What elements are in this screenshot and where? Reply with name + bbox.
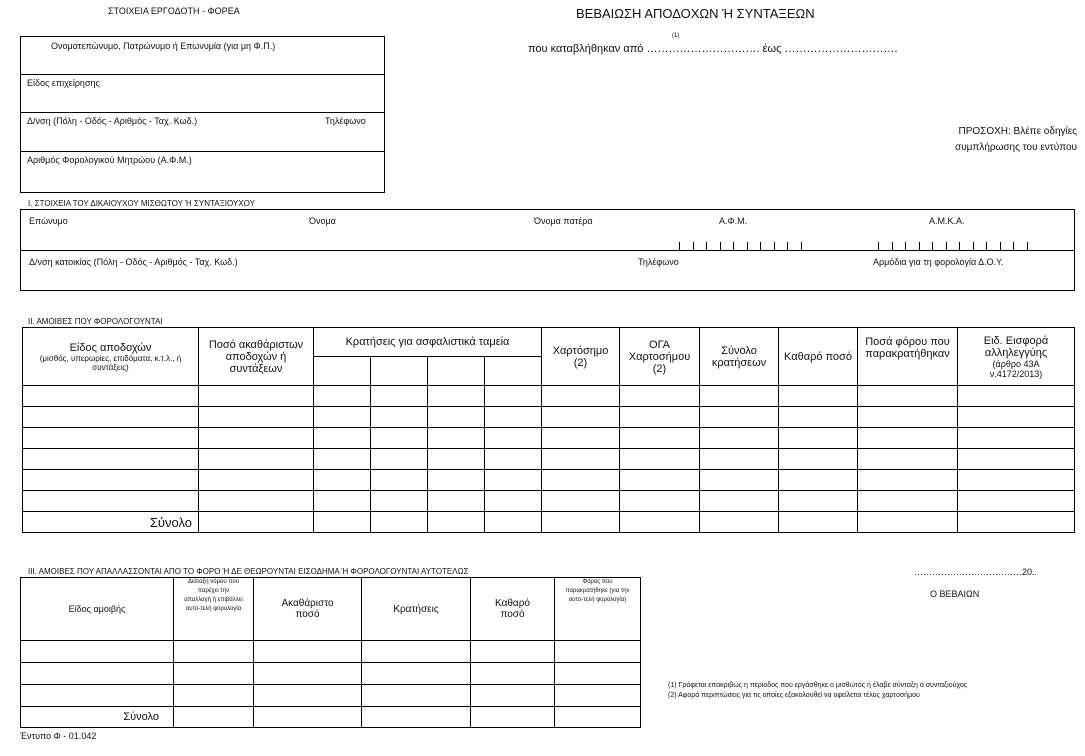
table-cell[interactable]	[314, 386, 371, 407]
home-address-label: Δ/νση κατοικίας (Πόλη - Οδός - Αριθμός - Ταχ. Κωδ.)	[29, 257, 238, 267]
digit-separator	[878, 242, 879, 250]
table-cell[interactable]	[485, 491, 542, 512]
table-cell[interactable]	[23, 470, 199, 491]
table-cell[interactable]	[371, 470, 428, 491]
table-cell[interactable]	[428, 470, 485, 491]
table-cell[interactable]	[254, 663, 362, 685]
digit-separator	[1013, 242, 1014, 250]
table-cell[interactable]	[555, 685, 641, 707]
table-cell[interactable]	[485, 407, 542, 428]
col-tax: Φόρος που παρακρατήθηκε (για την αυτο-τελή φορολογία)	[555, 578, 641, 641]
table-row	[21, 685, 641, 707]
table-cell[interactable]	[371, 407, 428, 428]
table-cell[interactable]	[620, 386, 700, 407]
col-withheld-tax: Ποσά φόρου που παρακρατήθηκαν	[858, 328, 958, 386]
table-cell[interactable]	[958, 386, 1075, 407]
afm-label: Α.Φ.Μ.	[719, 216, 748, 226]
footnote-mark: (1)	[672, 33, 680, 39]
table-cell[interactable]	[779, 386, 858, 407]
table-cell[interactable]	[858, 386, 958, 407]
section1-heading: Ι. ΣΤΟΙΧΕΙΑ ΤΟΥ ΔΙΚΑΙΟΥΧΟΥ ΜΙΣΘΩΤΟΥ Ή ΣΥΝΤΑΞΙΟΥΧΟΥ	[28, 199, 255, 208]
table-cell[interactable]	[174, 663, 254, 685]
first-name-label: Όνομα	[309, 216, 336, 226]
page-title: ΒΕΒΑΙΩΣΗ ΑΠΟΔΟΧΩΝ Ή ΣΥΝΤΑΞΕΩΝ	[576, 6, 815, 21]
table-cell[interactable]	[21, 641, 174, 663]
table-cell[interactable]	[23, 407, 199, 428]
period-line: που καταβλήθηκαν από …………………………. έως ………………………….	[528, 43, 898, 55]
table-cell[interactable]	[428, 449, 485, 470]
table-cell[interactable]	[958, 470, 1075, 491]
table-cell[interactable]	[700, 491, 779, 512]
table-cell[interactable]	[779, 491, 858, 512]
digit-separator	[801, 242, 802, 250]
amka-label: Α.Μ.Κ.Α.	[929, 216, 965, 226]
table-cell[interactable]	[362, 641, 471, 663]
table-cell[interactable]	[700, 407, 779, 428]
digit-separator	[919, 242, 920, 250]
section2-total-label: Σύνολο	[23, 512, 199, 533]
digit-separator	[905, 242, 906, 250]
digit-separator	[973, 242, 974, 250]
employer-address-label: Δ/νση (Πόλη - Οδός - Αριθμός - Ταχ. Κωδ.)	[27, 116, 198, 126]
table-cell[interactable]	[542, 386, 620, 407]
table-row	[23, 386, 1075, 407]
digit-separator	[787, 242, 788, 250]
digit-separator	[693, 242, 694, 250]
table-cell[interactable]	[958, 407, 1075, 428]
col-net: Καθαρό ποσό	[471, 578, 555, 641]
table-cell[interactable]	[314, 491, 371, 512]
table-cell[interactable]	[23, 386, 199, 407]
footnote-2: (2) Αφορά περιπτώσεις για τις οποίες εξακολουθεί να οφείλεται τέλος χαρτοσήμου	[668, 692, 920, 699]
table-cell[interactable]	[958, 449, 1075, 470]
table-row	[23, 491, 1075, 512]
table-cell[interactable]	[700, 449, 779, 470]
digit-separator	[1000, 242, 1001, 250]
surname-label: Επώνυμο	[29, 216, 68, 226]
table-cell[interactable]	[314, 407, 371, 428]
table-cell[interactable]	[858, 470, 958, 491]
section3-heading: ΙΙΙ. ΑΜΟΙΒΕΣ ΠΟΥ ΑΠΑΛΛΑΣΣΟΝΤΑΙ ΑΠΟ ΤΟ ΦΟΡΟ Ή ΔΕ ΘΕΩΡΟΥΝΤΑΙ ΕΙΣΟΔΗΜΑ Ή ΦΟΡΟΛΟΓΟΥΝΤΑΙ ΑΥΤΟΤΕΛΩΣ	[28, 567, 469, 576]
col-law-provision: Διάταξη νόμου που παρέχει την απαλλαγή ή επιβάλλει αυτο-τελή φορολογία	[174, 578, 254, 641]
table-cell[interactable]	[700, 386, 779, 407]
table-cell[interactable]	[428, 428, 485, 449]
digit-separator	[1027, 242, 1028, 250]
digit-separator	[706, 242, 707, 250]
footnote-1: (1) Γράφεται επακριβώς η περίοδος που εργάσθηκε ο μισθωτός ή έλαβε σύνταξη ο συνταξιούχος	[668, 682, 968, 689]
table-cell[interactable]	[199, 449, 314, 470]
father-name-label: Όνομα πατέρα	[534, 216, 593, 226]
table-cell[interactable]	[485, 386, 542, 407]
col-fee-type: Είδος αμοιβής	[21, 578, 174, 641]
col-income-type: Είδος αποδοχών (μισθός, υπερωρίες, επιδόματα, κ.τ.λ., ή συντάξεις)	[23, 328, 199, 386]
col-total-deductions: Σύνολο κρατήσεων	[700, 328, 779, 386]
table-cell[interactable]	[620, 449, 700, 470]
digit-separator	[747, 242, 748, 250]
table-cell[interactable]	[471, 685, 555, 707]
employer-box	[20, 36, 385, 193]
table-cell[interactable]	[199, 428, 314, 449]
col-insurance-deductions: Κρατήσεις για ασφαλιστικά ταμεία	[314, 328, 542, 357]
table-cell[interactable]	[485, 449, 542, 470]
table-cell[interactable]	[254, 641, 362, 663]
table-cell[interactable]	[174, 685, 254, 707]
notice-line-2: συμπλήρωσης του εντύπου	[955, 142, 1077, 153]
notice-line-1: ΠΡΟΣΟΧΗ: Βλέπε οδηγίες	[958, 126, 1077, 137]
table-cell[interactable]	[428, 386, 485, 407]
table-cell[interactable]	[485, 428, 542, 449]
table-cell[interactable]	[485, 470, 542, 491]
table-cell[interactable]	[362, 685, 471, 707]
business-type-label: Είδος επιχείρησης	[27, 78, 100, 88]
table-cell[interactable]	[428, 491, 485, 512]
table-cell[interactable]	[700, 428, 779, 449]
table-row	[21, 663, 641, 685]
table-cell[interactable]	[958, 428, 1075, 449]
exempt-income-table	[20, 577, 641, 728]
table-cell[interactable]	[779, 428, 858, 449]
table-cell[interactable]	[620, 491, 700, 512]
digit-separator	[760, 242, 761, 250]
table-row	[23, 470, 1075, 491]
digit-separator	[892, 242, 893, 250]
employer-name-label: Ονοματεπώνυμο, Πατρώνυμο ή Επωνυμία (για μη Φ.Π.)	[51, 41, 276, 51]
beneficiary-box	[20, 209, 1075, 291]
table-cell[interactable]	[199, 386, 314, 407]
table-cell[interactable]	[542, 407, 620, 428]
col-solidarity: Ειδ. Εισφορά αλληλεγγύης (άρθρο 43Α ν.4172/2013)	[958, 328, 1075, 386]
date-line[interactable]: ………………………………20..	[914, 567, 1038, 577]
col-gross: Ακαθάριστο ποσό	[254, 578, 362, 641]
table-cell[interactable]	[199, 491, 314, 512]
table-cell[interactable]	[542, 428, 620, 449]
table-cell[interactable]	[471, 663, 555, 685]
form-code: Έντυπο Φ - 01.042	[20, 731, 97, 741]
table-cell[interactable]	[23, 491, 199, 512]
table-row	[23, 407, 1075, 428]
col-oga: ΟΓΑ Χαρτοσήμου (2)	[620, 328, 700, 386]
employer-phone-label: Τηλέφωνο	[325, 116, 366, 126]
digit-separator	[733, 242, 734, 250]
employer-heading: ΣΤΟΙΧΕΙΑ ΕΡΓΟΔΟΤΗ - ΦΟΡΕΑ	[108, 6, 240, 16]
table-cell[interactable]	[555, 663, 641, 685]
table-cell[interactable]	[779, 449, 858, 470]
tax-office-label: Αρμόδια για τη φορολογία Δ.Ο.Υ.	[873, 257, 1004, 267]
table-cell[interactable]	[700, 470, 779, 491]
table-cell[interactable]	[371, 491, 428, 512]
employer-afm-label: Αριθμός Φορολογικού Μητρώου (Α.Φ.Μ.)	[27, 155, 192, 165]
table-cell[interactable]	[371, 428, 428, 449]
table-cell[interactable]	[858, 491, 958, 512]
table-cell[interactable]	[371, 449, 428, 470]
table-cell[interactable]	[314, 470, 371, 491]
table-cell[interactable]	[21, 663, 174, 685]
issuer-label: Ο ΒΕΒΑΙΩΝ	[930, 589, 980, 599]
col-gross-amount: Ποσό ακαθάριστων αποδοχών ή συντάξεων	[199, 328, 314, 386]
phone-label: Τηλέφωνο	[638, 257, 679, 267]
col-deductions: Κρατήσεις	[362, 578, 471, 641]
digit-separator	[959, 242, 960, 250]
table-cell[interactable]	[858, 407, 958, 428]
table-cell[interactable]	[21, 685, 174, 707]
table-cell[interactable]	[371, 386, 428, 407]
table-cell[interactable]	[858, 428, 958, 449]
col-stamp: Χαρτόσημο (2)	[542, 328, 620, 386]
table-cell[interactable]	[254, 685, 362, 707]
table-cell[interactable]	[199, 407, 314, 428]
table-cell[interactable]	[199, 470, 314, 491]
table-row	[23, 449, 1075, 470]
table-row	[21, 641, 641, 663]
table-cell[interactable]	[858, 449, 958, 470]
table-cell[interactable]	[555, 641, 641, 663]
table-cell[interactable]	[428, 407, 485, 428]
table-cell[interactable]	[779, 407, 858, 428]
table-cell[interactable]	[542, 449, 620, 470]
table-row	[23, 428, 1075, 449]
digit-separator	[774, 242, 775, 250]
table-cell[interactable]	[471, 641, 555, 663]
digit-separator	[986, 242, 987, 250]
table-cell[interactable]	[23, 428, 199, 449]
digit-separator	[946, 242, 947, 250]
digit-separator	[932, 242, 933, 250]
table-cell[interactable]	[362, 663, 471, 685]
table-cell[interactable]	[174, 641, 254, 663]
taxed-income-table	[22, 327, 1075, 533]
table-cell[interactable]	[620, 428, 700, 449]
col-net-amount: Καθαρό ποσό	[779, 328, 858, 386]
table-cell[interactable]	[542, 491, 620, 512]
table-cell[interactable]	[779, 470, 858, 491]
digit-separator	[720, 242, 721, 250]
digit-separator	[679, 242, 680, 250]
table-cell[interactable]	[620, 407, 700, 428]
table-cell[interactable]	[314, 428, 371, 449]
section2-heading: ΙΙ. ΑΜΟΙΒΕΣ ΠΟΥ ΦΟΡΟΛΟΓΟΥΝΤΑΙ	[28, 317, 163, 326]
table-cell[interactable]	[314, 449, 371, 470]
section3-total-label: Σύνολο	[21, 707, 174, 728]
table-cell[interactable]	[23, 449, 199, 470]
table-cell[interactable]	[620, 470, 700, 491]
table-cell[interactable]	[958, 491, 1075, 512]
table-cell[interactable]	[542, 470, 620, 491]
